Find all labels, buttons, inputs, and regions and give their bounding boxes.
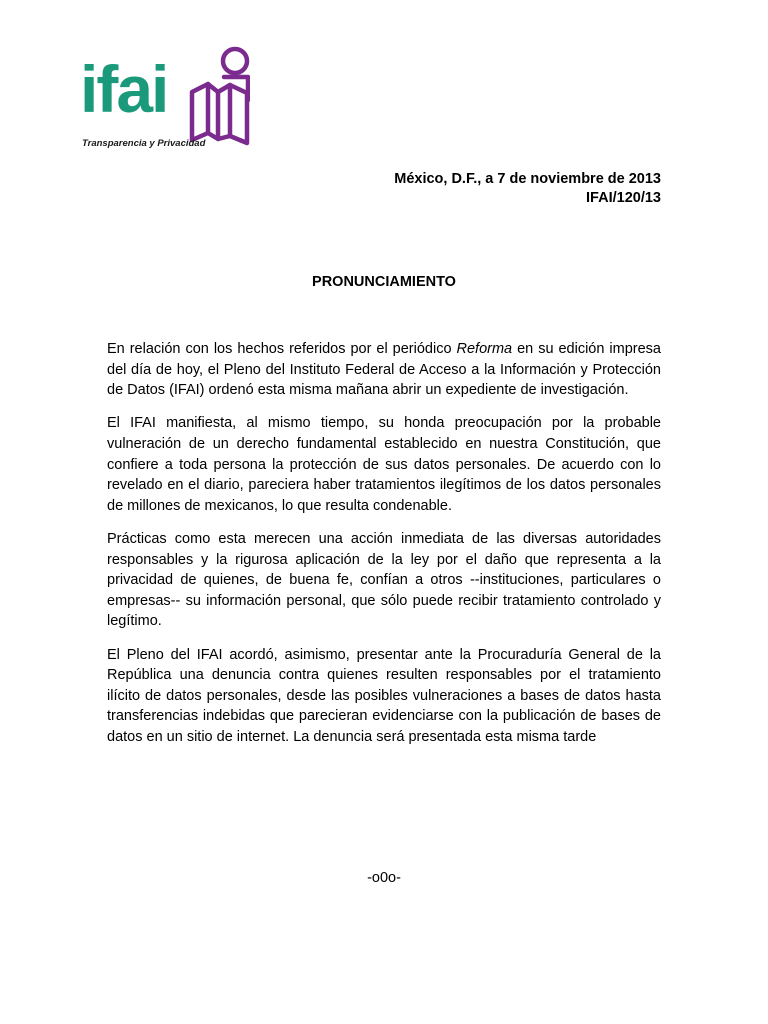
logo-tagline: Transparencia y Privacidad bbox=[82, 138, 206, 149]
reference-number: IFAI/120/13 bbox=[586, 190, 661, 206]
document-header bbox=[394, 170, 661, 208]
paragraph-1-start: En relación con los hechos referidos por el periódico bbox=[107, 341, 457, 357]
document-title: PRONUNCIAMIENTO bbox=[312, 274, 456, 290]
logo-wordmark: ifai bbox=[80, 52, 168, 126]
paragraph-1-end: en su edición impresa del día de hoy, el Pleno del Instituto Federal de Acceso a la Información y Protección de Datos (IFAI) ordenó esta misma mañana abrir un expediente de investigación. bbox=[107, 341, 661, 399]
place-date: México, D.F., a 7 de noviembre de 2013 bbox=[394, 171, 661, 187]
paragraph-3: Prácticas como esta merecen una acción inmediata de las diversas autoridades responsables y la rigurosa aplicación de la ley por el daño que representa a la privacidad de quienes, de buena fe, confían a otros --instituciones, particulares o empresas-- su información personal, que sólo puede recibir tratamiento controlado y legítimo. bbox=[107, 530, 661, 630]
person-reading-book-icon bbox=[188, 44, 250, 148]
paragraph-4: El Pleno del IFAI acordó, asimismo, presentar ante la Procuraduría General de la República una denuncia contra quienes resulten responsables por el tratamiento ilícito de datos personales, desde las posibles vulneraciones a bases de datos hasta transferencias indebidas que parecieran evidenciarse con la publicación de bases de datos en un sitio de internet. La denuncia será presentada esta misma tarde bbox=[107, 646, 661, 745]
paragraph-2: El IFAI manifiesta, al mismo tiempo, su honda preocupación por la probable vulneración de un derecho fundamental establecido en nuestra Constitución, que confiere a toda persona la protección de sus datos personales. De acuerdo con lo revelado en el diario, pareciera haber tratamientos ilegítimos de los datos personales de millones de mexicanos, lo que resulta condenable. bbox=[107, 415, 661, 514]
document-body bbox=[107, 339, 661, 760]
closing-mark: -o0o- bbox=[367, 870, 401, 886]
paragraph-1 bbox=[107, 339, 661, 401]
ifai-logo bbox=[80, 44, 255, 154]
newspaper-name: Reforma bbox=[456, 341, 513, 357]
